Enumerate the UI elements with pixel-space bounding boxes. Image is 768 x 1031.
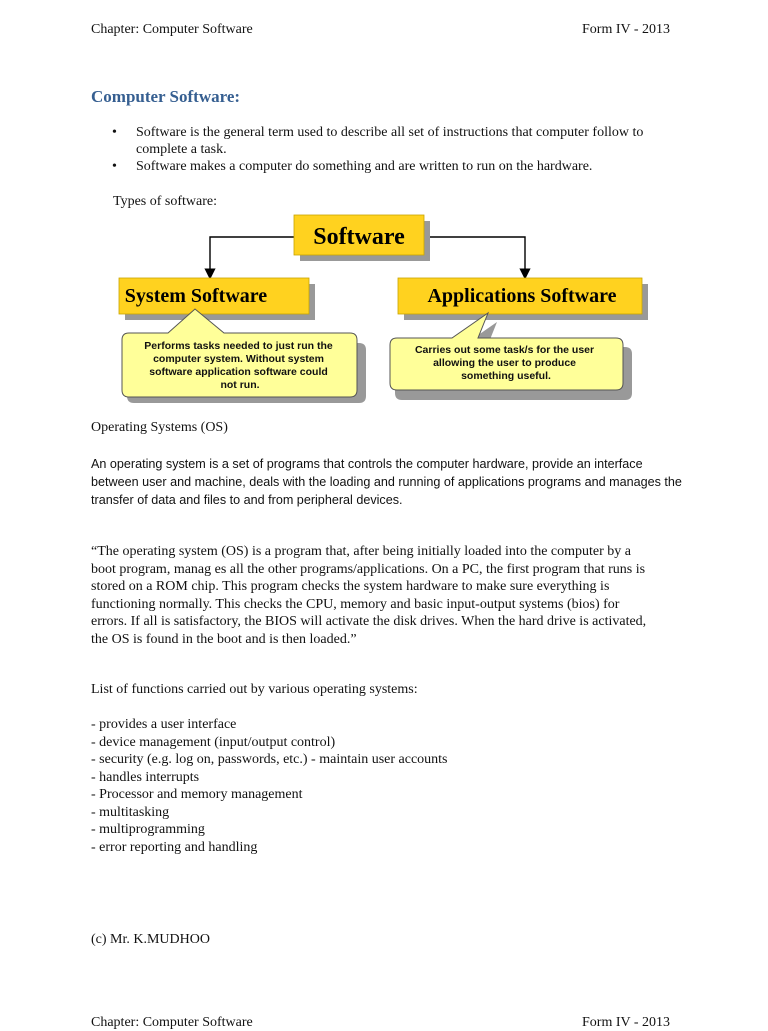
next-page-header-chapter: Chapter: Computer Software	[91, 1015, 253, 1030]
system-software-box	[119, 278, 315, 320]
function-item: - multiprogramming	[91, 822, 205, 837]
bullet-item	[112, 158, 682, 175]
bullet-text: Software makes a computer do something and are written to run on the hardware.	[136, 159, 593, 174]
function-item: - multitasking	[91, 804, 170, 820]
os-quote: “The operating system (OS) is a program that, after being initially loaded into the computer by a boot program, manag es all the other programs/applications. On a PC, the first program that runs is stored on a ROM chip. This program checks the system hardware to make sure everything is functioning normally. This checks the CPU, memory and basic input-output systems (bios) for errors. If all is satisfactory, the BIOS will activate the disk drives. When the hard drive is activated, the OS is found in the boot and is then loaded.”	[91, 544, 647, 647]
system-desc-line: software application software could	[149, 366, 328, 378]
header-chapter: Chapter: Computer Software	[91, 22, 253, 37]
system-desc-line: Performs tasks needed to just run the	[144, 340, 333, 352]
function-item: - Processor and memory management	[91, 787, 303, 802]
function-item: - handles interrupts	[91, 769, 200, 785]
function-item: - security (e.g. log on, passwords, etc.) - maintain user accounts	[91, 752, 448, 767]
applications-software-label: Applications Software	[427, 285, 617, 307]
types-label: Types of software:	[113, 194, 217, 209]
applications-desc-line: allowing the user to produce	[433, 357, 577, 369]
bullet-text: Software is the general term used to describe all set of instructions that computer follow to complete a task.	[136, 125, 644, 157]
applications-desc-line: Carries out some task/s for the user	[414, 344, 595, 356]
function-item: - error reporting and handling	[91, 839, 258, 855]
system-desc-line: not run.	[220, 379, 260, 391]
system-software-callout	[122, 309, 366, 403]
header-form: Form IV - 2013	[582, 22, 671, 37]
software-box-label: Software	[313, 224, 405, 250]
functions-intro: List of functions carried out by various operating systems:	[91, 682, 418, 697]
functions-list	[91, 716, 448, 856]
bullet-icon: •	[112, 125, 117, 140]
applications-desc-line: something useful.	[461, 370, 551, 382]
section-title: Computer Software:	[91, 87, 241, 106]
next-page-header-form: Form IV - 2013	[582, 1015, 671, 1030]
copyright: (c) Mr. K.MUDHOO	[91, 932, 210, 947]
bullet-item	[112, 124, 682, 158]
software-box	[294, 215, 430, 261]
intro-bullets	[112, 124, 682, 175]
applications-software-box	[398, 278, 648, 320]
system-desc-line: computer system. Without system	[153, 353, 324, 365]
software-types-diagram	[108, 212, 648, 408]
applications-software-callout	[390, 313, 632, 400]
os-definition: An operating system is a set of programs that controls the computer hardware, provide an interface between user and machine, deals with the loading and running of applications programs and manages the transfer of data and files to and from peripheral devices.	[91, 457, 682, 507]
bullet-icon: •	[112, 159, 117, 174]
system-software-label: System Software	[124, 285, 268, 307]
page-divider	[0, 1005, 768, 1006]
function-item: - provides a user interface	[91, 717, 237, 732]
function-item: - device management (input/output control)	[91, 734, 336, 750]
os-label: Operating Systems (OS)	[91, 420, 228, 435]
